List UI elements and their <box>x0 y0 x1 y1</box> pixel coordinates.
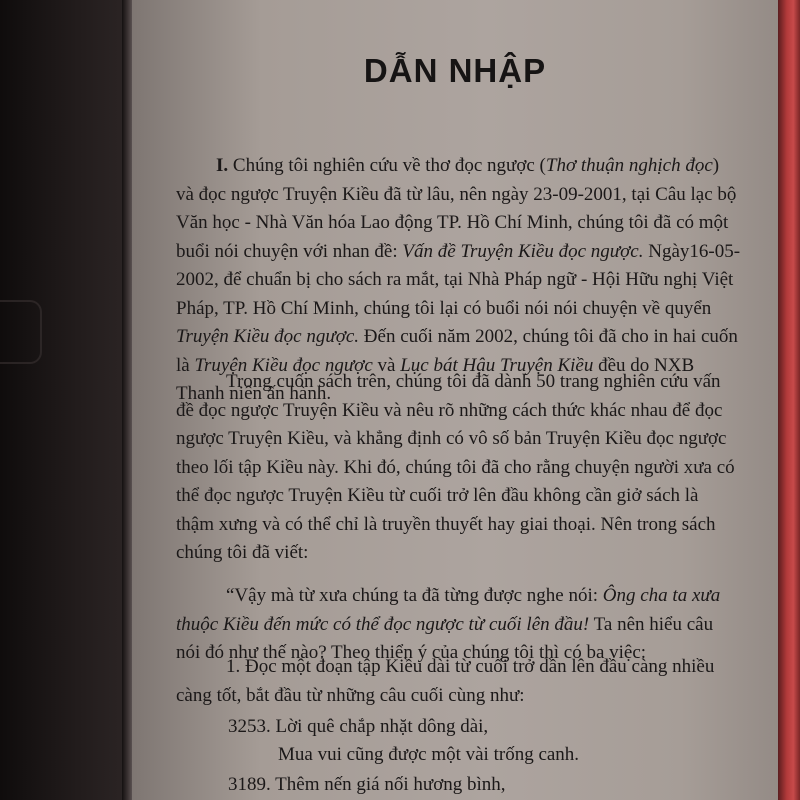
text-run: “Vậy mà từ xưa chúng ta đã từng được nghe nói: <box>226 585 603 606</box>
text-run: Ta nên hiểu câu nói đó như thế nào? Theo thiển ý của chúng tôi thì có ba việc: <box>176 613 714 663</box>
italic-text: Truyện Kiều đọc ngược. <box>176 326 360 347</box>
text-run: Chúng tôi nghiên cứu về thơ đọc ngược ( <box>228 155 546 176</box>
verse-line: 3189. Thêm nến giá nối hương bình, <box>228 774 506 795</box>
paragraph-2: Trong cuốn sách trên, chúng tôi đã dành 50 trang nghiên cứu vấn đề đọc ngược Truyện Kiều và nêu rõ những cách thức khác nhau để đọc ngược Truyện Kiều, và khẳng định có vô số bản Truyện Kiều đọc ngược theo lối tập Kiều này. Khi đó, chúng tôi đã cho rằng chuyện người xưa có thể đọc ngược Truyện Kiều từ cuối trở lên đầu không cần giở sách là thậm xưng và có thể chỉ là truyền thuyết hay giai thoại. Nên trong sách chúng tôi đã viết: <box>176 371 735 563</box>
book-gutter <box>122 0 132 800</box>
book-page <box>132 0 778 800</box>
page-title: DẪN NHẬP <box>363 52 547 89</box>
text-run: Đến cuối năm 2002, chúng tôi đã cho in hai cuốn là <box>176 326 738 376</box>
paragraph-4: 1. Đọc một đoạn tập Kiều dài từ cuối trở dần lên đầu càng nhiều càng tốt, bắt đầu từ những câu cuối cùng như: <box>176 656 715 706</box>
background-shape <box>0 300 42 364</box>
italic-text: Vấn đề Truyện Kiều đọc ngược. <box>402 240 644 262</box>
italic-text: Thơ thuận nghịch đọc <box>545 155 713 176</box>
text-run: ) và đọc ngược Truyện Kiều đã từ lâu, nên ngày 23-09-2001, tại Câu lạc bộ Văn học - Nhà Văn hóa Lao động TP. Hồ Chí Minh, chúng tôi đã có một buổi nói chuyện với nhan đề: <box>176 155 737 262</box>
verse-line: Mua vui cũng được một vài trống canh. <box>278 744 580 765</box>
text-run: đều do NXB Thanh niên ấn hành. <box>176 354 695 404</box>
italic-text: Ông cha ta xưa thuộc Kiều đến mức có thể đọc ngược từ cuối lên đầu! <box>176 585 721 635</box>
text-run: và <box>372 354 401 376</box>
italic-text: Truyện Kiều đọc ngược <box>194 354 373 376</box>
italic-text: Lục bát Hậu Truyện Kiều <box>400 354 594 376</box>
section-number: I. <box>216 155 229 176</box>
text-run: Ngày16-05-2002, để chuẩn bị cho sách ra mắt, tại Nhà Pháp ngữ - Hội Hữu nghị Việt Pháp, TP. Hồ Chí Minh, chúng tôi lại có buổi nói nói chuyện về quyển <box>176 240 741 319</box>
left-background <box>0 0 130 800</box>
verse-line: 3253. Lời quê chắp nhặt dông dài, <box>228 716 489 737</box>
adjacent-book-edge <box>778 0 800 800</box>
